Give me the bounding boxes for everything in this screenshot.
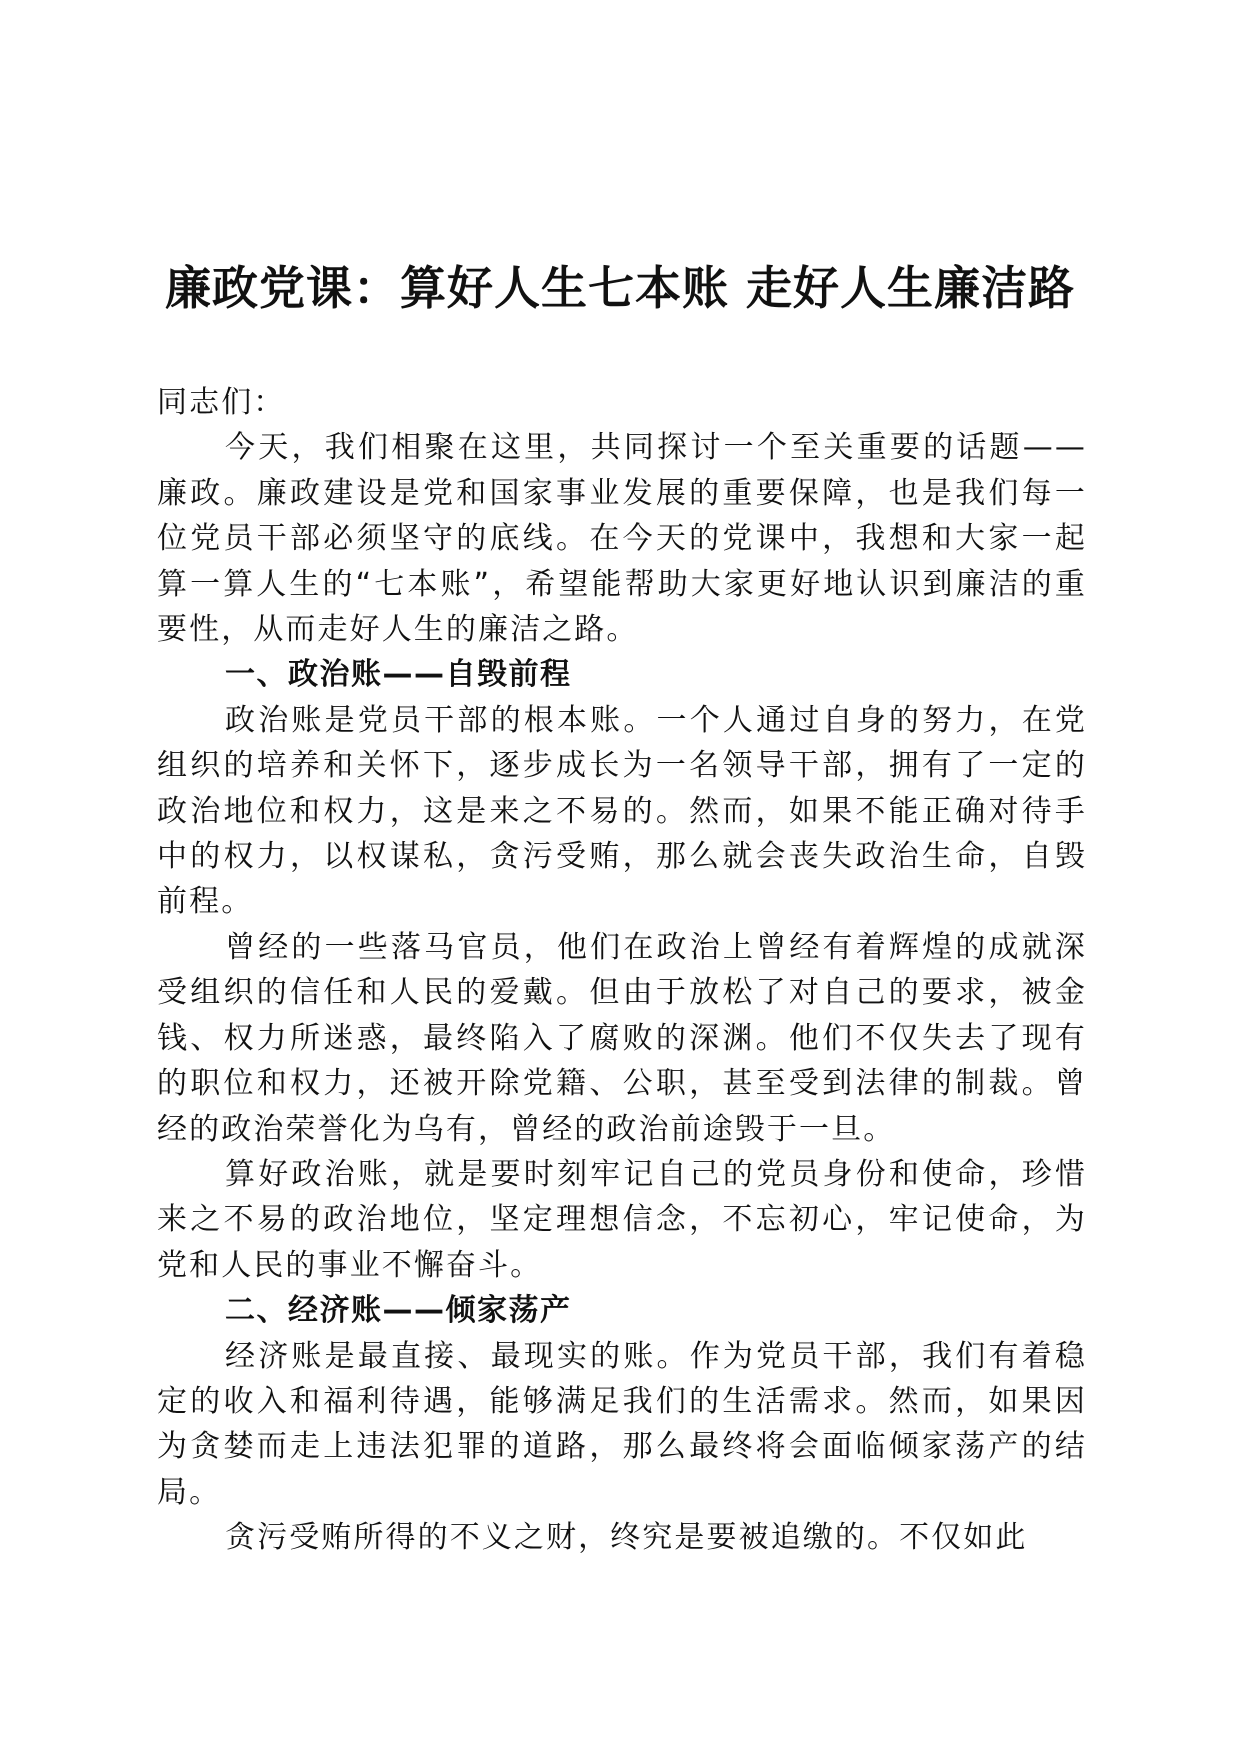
document-body <box>157 380 1087 1561</box>
salutation: 同志们： <box>157 385 286 420</box>
paragraph-intro: 今天，我们相聚在这里，共同探讨一个至关重要的话题——廉政。廉政建设是党和国家事业发展的重要保障，也是我们每一位党员干部必须坚守的底线。在今天的党课中，我想和大家一起算一算人生的“七本账”，希望能帮助大家更好地认识到廉洁的重要性，从而走好人生的廉洁之路。 <box>157 430 1087 648</box>
paragraph-economic-2: 贪污受贿所得的不义之财，终究是要被追缴的。不仅如此 <box>225 1520 1028 1556</box>
section-heading-political: 一、政治账——自毁前程 <box>225 657 572 693</box>
paragraph-economic-1: 经济账是最直接、最现实的账。作为党员干部，我们有着稳定的收入和福利待遇，能够满足我们的生活需求。然而，如果因为贪婪而走上违法犯罪的道路，那么最终将会面临倾家荡产的结局。 <box>157 1338 1087 1510</box>
paragraph-political-2: 曾经的一些落马官员，他们在政治上曾经有着辉煌的成就深受组织的信任和人民的爱戴。但由于放松了对自己的要求，被金钱、权力所迷惑，最终陷入了腐败的深渊。他们不仅失去了现有的职位和权力，还被开除党籍、公职，甚至受到法律的制裁。曾经的政治荣誉化为乌有，曾经的政治前途毁于一旦。 <box>157 929 1087 1147</box>
section-heading-economic: 二、经济账——倾家荡产 <box>225 1293 572 1329</box>
document-title: 廉政党课：算好人生七本账 走好人生廉洁路 <box>164 261 1075 315</box>
paragraph-political-3: 算好政治账，就是要时刻牢记自己的党员身份和使命，珍惜来之不易的政治地位，坚定理想信念，不忘初心，牢记使命，为党和人民的事业不懈奋斗。 <box>157 1156 1087 1283</box>
paragraph-political-1: 政治账是党员干部的根本账。一个人通过自身的努力，在党组织的培养和关怀下，逐步成长为一名领导干部，拥有了一定的政治地位和权力，这是来之不易的。然而，如果不能正确对待手中的权力，以权谋私，贪污受贿，那么就会丧失政治生命，自毁前程。 <box>157 702 1087 920</box>
